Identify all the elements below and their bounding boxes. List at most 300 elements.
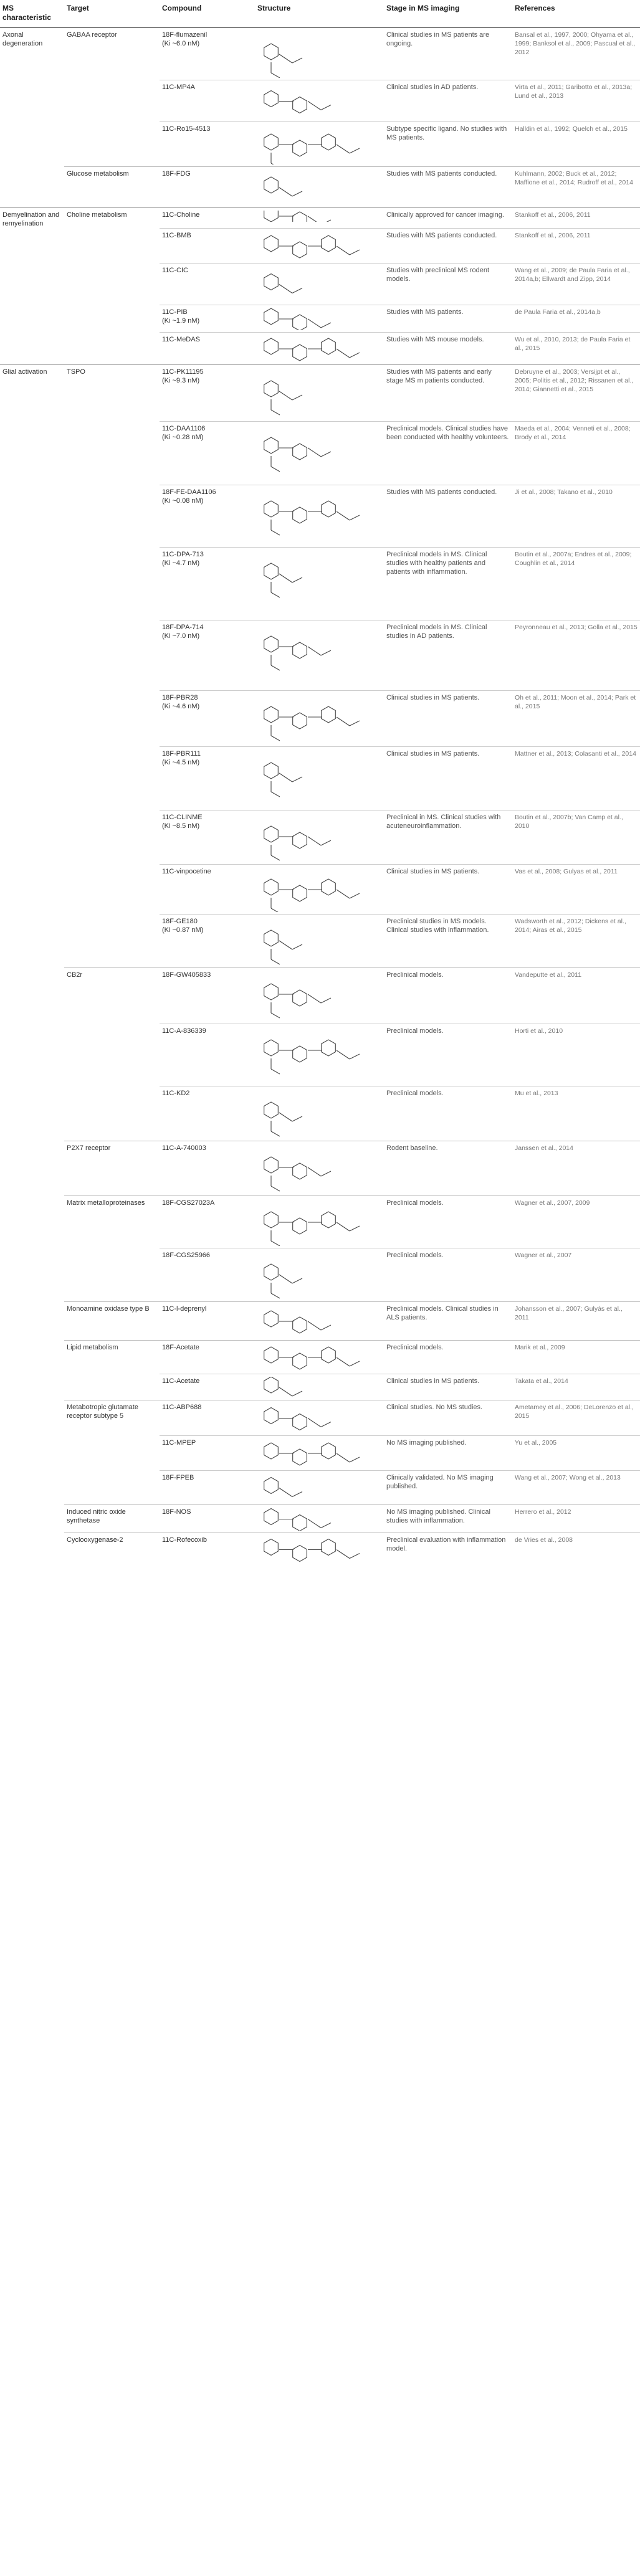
header-structure: Structure: [255, 0, 384, 28]
ms-characteristic-cell: [0, 228, 64, 263]
table-row: [0, 547, 640, 620]
compound-cell: [160, 208, 255, 229]
fe-daa1106-structure-icon: [257, 488, 376, 545]
stage-cell: Studies with MS patients.: [384, 305, 512, 332]
choline-structure-icon: [257, 211, 376, 222]
compound-ki: (Ki ~0.87 nM): [162, 926, 204, 934]
structure-cell: [255, 1470, 384, 1504]
references-cell: Vas et al., 2008; Gulyas et al., 2011: [512, 864, 640, 914]
compound-name: 18F-flumazenil: [162, 31, 208, 39]
structure-cell: [255, 1400, 384, 1435]
ms-characteristic-cell: [0, 547, 64, 620]
ms-characteristic-cell: [0, 1470, 64, 1504]
stage-cell: Preclinical models in MS. Clinical studies with healthy patients and patients with inflammation.: [384, 547, 512, 620]
structure-cell: [255, 1024, 384, 1086]
nos-structure-icon: [257, 1508, 376, 1531]
table-row: [0, 1195, 640, 1248]
references-cell: Vandeputte et al., 2011: [512, 967, 640, 1024]
target-cell: Metabotropic glutamate receptor subtype 5: [64, 1400, 160, 1435]
target-cell: [64, 810, 160, 864]
table-row: [0, 364, 640, 421]
compound-name: 11C-PK11195: [162, 368, 204, 376]
target-cell: [64, 421, 160, 485]
compound-cell: [160, 1533, 255, 1566]
references-cell: Stankoff et al., 2006, 2011: [512, 228, 640, 263]
table-row: [0, 810, 640, 864]
compound-name: 18F-PBR28: [162, 693, 198, 701]
compound-name: 18F-FDG: [162, 170, 191, 178]
ms-characteristic-cell: [0, 1141, 64, 1195]
compound-cell: [160, 1301, 255, 1340]
stage-cell: Clinical studies. No MS studies.: [384, 1400, 512, 1435]
table-row: [0, 1435, 640, 1470]
compound-cell: [160, 620, 255, 690]
references-cell: Stankoff et al., 2006, 2011: [512, 208, 640, 229]
compound-name: 11C-Acetate: [162, 1377, 200, 1385]
target-cell: [64, 122, 160, 167]
compound-ki: (Ki ~4.7 nM): [162, 559, 200, 567]
ms-characteristic-cell: Glial activation: [0, 364, 64, 421]
references-cell: Wagner et al., 2007: [512, 1248, 640, 1301]
compound-cell: [160, 122, 255, 167]
stage-cell: Clinically approved for cancer imaging.: [384, 208, 512, 229]
table-row: [0, 1504, 640, 1533]
table-row: [0, 485, 640, 547]
stage-cell: Preclinical evaluation with inflammation model.: [384, 1533, 512, 1566]
stage-cell: Studies with MS patients conducted.: [384, 167, 512, 208]
header-ms-characteristic: MS characteristic: [0, 0, 64, 28]
ms-characteristic-cell: [0, 864, 64, 914]
stage-cell: Clinical studies in MS patients.: [384, 746, 512, 810]
ms-characteristic-cell: [0, 263, 64, 305]
references-cell: Takata et al., 2014: [512, 1374, 640, 1400]
target-cell: CB2r: [64, 967, 160, 1024]
stage-cell: Studies with preclinical MS rodent models.: [384, 263, 512, 305]
references-cell: Janssen et al., 2014: [512, 1141, 640, 1195]
target-cell: [64, 864, 160, 914]
structure-cell: [255, 967, 384, 1024]
structure-cell: [255, 485, 384, 547]
kd2-structure-icon: [257, 1089, 376, 1139]
references-cell: Mu et al., 2013: [512, 1086, 640, 1141]
table-row: [0, 864, 640, 914]
table-row: [0, 228, 640, 263]
stage-cell: Preclinical studies in MS models. Clinical studies with inflammation.: [384, 914, 512, 967]
fdg-structure-icon: [257, 169, 376, 206]
references-cell: Bansal et al., 1997, 2000; Ohyama et al., 1999; Banksol et al., 2009; Pascual et al., 2012: [515, 31, 636, 56]
target-cell: [64, 332, 160, 364]
structure-cell: [255, 1301, 384, 1340]
c-acetate-structure-icon: [257, 1377, 376, 1398]
ms-characteristic-cell: [0, 1086, 64, 1141]
structure-cell: [255, 332, 384, 364]
mp4a-structure-icon: [257, 83, 376, 120]
references-cell: Herrero et al., 2012: [512, 1504, 640, 1533]
references-cell: Wang et al., 2009; de Paula Faria et al., 2014a,b; Ellwardt and Zipp, 2014: [512, 263, 640, 305]
target-cell: Lipid metabolism: [64, 1340, 160, 1374]
structure-cell: [255, 746, 384, 810]
medas-structure-icon: [257, 335, 376, 363]
ms-characteristic-cell: [0, 914, 64, 967]
compound-name: 11C-CIC: [162, 266, 188, 274]
references-cell: Boutin et al., 2007b; Van Camp et al., 2010: [512, 810, 640, 864]
table-row: [0, 620, 640, 690]
structure-cell: [255, 208, 384, 229]
stage-cell: Clinical studies in MS patients.: [384, 690, 512, 746]
target-cell: [64, 228, 160, 263]
daa1106-structure-icon: [257, 424, 376, 483]
a836339-structure-icon: [257, 1027, 376, 1084]
stage-cell: Preclinical models. Clinical studies have been conducted with healthy volunteers.: [384, 421, 512, 485]
target-cell: [64, 620, 160, 690]
compound-name: 11C-ABP688: [162, 1403, 202, 1411]
ms-characteristic-cell: [0, 1301, 64, 1340]
target-cell: Monoamine oxidase type B: [64, 1301, 160, 1340]
compound-name: 18F-CGS27023A: [162, 1199, 215, 1207]
compound-name: 18F-CGS25966: [162, 1251, 211, 1259]
stage-cell: Preclinical models.: [384, 1086, 512, 1141]
compound-cell: [160, 690, 255, 746]
references-cell: Wadsworth et al., 2012; Dickens et al., 2014; Airas et al., 2015: [512, 914, 640, 967]
stage-cell: Preclinical in MS. Clinical studies with acuteneuroinflammation.: [384, 810, 512, 864]
references-cell: Mattner et al., 2013; Colasanti et al., 2014: [512, 746, 640, 810]
stage-cell: Preclinical models.: [384, 1195, 512, 1248]
compound-name: 18F-PBR111: [162, 749, 201, 758]
ms-characteristic-cell: [0, 1248, 64, 1301]
pib-structure-icon: [257, 308, 376, 330]
compound-cell: [160, 1086, 255, 1141]
structure-cell: [255, 364, 384, 421]
compound-name: 11C-Choline: [162, 211, 200, 219]
ms-characteristic-cell: [0, 1024, 64, 1086]
structure-cell: [255, 914, 384, 967]
table-row: [0, 80, 640, 122]
compound-ki: (Ki ~8.5 nM): [162, 822, 200, 830]
references-cell: Virta et al., 2011; Garibotto et al., 2013a; Lund et al., 2013: [512, 80, 640, 122]
references-cell: Horti et al., 2010: [512, 1024, 640, 1086]
target-cell: [64, 1024, 160, 1086]
stage-cell: Clinical studies in AD patients.: [384, 80, 512, 122]
stage-cell: No MS imaging published.: [384, 1435, 512, 1470]
target-cell: [64, 1374, 160, 1400]
flumazenil-structure-icon: [257, 31, 376, 78]
compound-cell: [160, 746, 255, 810]
gw405833-structure-icon: [257, 971, 376, 1022]
table-row: [0, 167, 640, 208]
stage-cell: Preclinical models.: [384, 967, 512, 1024]
compound-cell: [160, 547, 255, 620]
compound-name: 18F-GE180: [162, 917, 198, 925]
header-stage: Stage in MS imaging: [384, 0, 512, 28]
ms-characteristic-cell: [0, 1435, 64, 1470]
structure-cell: [255, 1141, 384, 1195]
compound-cell: [160, 810, 255, 864]
ms-characteristic-cell: [0, 1340, 64, 1374]
compound-name: 18F-GW405833: [162, 971, 211, 979]
stage-cell: Studies with MS patients conducted.: [384, 228, 512, 263]
cic-structure-icon: [257, 266, 376, 303]
structure-cell: [255, 1533, 384, 1566]
compound-cell: [160, 364, 255, 421]
stage-cell: Preclinical models in MS. Clinical studies in AD patients.: [384, 620, 512, 690]
compound-ki: (Ki ~7.0 nM): [162, 632, 200, 640]
references-cell: Marik et al., 2009: [512, 1340, 640, 1374]
compound-cell: [160, 167, 255, 208]
ms-characteristic-cell: [0, 1504, 64, 1533]
ms-characteristic-cell: [0, 1533, 64, 1566]
table-row: [0, 1340, 640, 1374]
target-cell: [64, 305, 160, 332]
target-cell: [64, 1086, 160, 1141]
structure-cell: [255, 620, 384, 690]
compound-cell: [160, 1141, 255, 1195]
ms-characteristic-cell: [0, 1400, 64, 1435]
dpa713-structure-icon: [257, 550, 376, 618]
target-cell: Induced nitric oxide synthetase: [64, 1504, 160, 1533]
deprenyl-structure-icon: [257, 1305, 376, 1338]
structure-cell: [255, 1504, 384, 1533]
table-row: [0, 967, 640, 1024]
compound-name: 11C-KD2: [162, 1089, 190, 1097]
table-row: [0, 690, 640, 746]
table-row: [0, 1141, 640, 1195]
ms-characteristic-cell: [0, 1195, 64, 1248]
structure-cell: [255, 28, 384, 80]
references-cell: Peyronneau et al., 2013; Golla et al., 2015: [512, 620, 640, 690]
target-cell: [64, 1435, 160, 1470]
stage-cell: Subtype specific ligand. No studies with MS patients.: [384, 122, 512, 167]
structure-cell: [255, 1248, 384, 1301]
references-cell: Maeda et al., 2004; Venneti et al., 2008; Brody et al., 2014: [512, 421, 640, 485]
stage-cell: Preclinical models.: [384, 1024, 512, 1086]
compound-name: 11C-Rofecoxib: [162, 1536, 207, 1544]
pk11195-structure-icon: [257, 368, 376, 419]
structure-cell: [255, 810, 384, 864]
compound-name: 11C-BMB: [162, 231, 191, 239]
compound-name: 11C-MP4A: [162, 83, 195, 91]
table-row: [0, 1533, 640, 1566]
references-cell: Oh et al., 2011; Moon et al., 2014; Park et al., 2015: [512, 690, 640, 746]
compound-name: 11C-Ro15-4513: [162, 125, 211, 133]
ms-characteristic-cell: Axonal degeneration: [2, 31, 43, 47]
compound-cell: [160, 28, 255, 80]
target-cell: Choline metabolism: [64, 208, 160, 229]
header-target: Target: [64, 0, 160, 28]
target-cell: [64, 485, 160, 547]
ms-characteristic-cell: [0, 122, 64, 167]
compound-ki: (Ki ~4.6 nM): [162, 702, 200, 710]
target-cell: [64, 690, 160, 746]
compound-name: 18F-NOS: [162, 1508, 191, 1516]
structure-cell: [255, 122, 384, 167]
structure-cell: [255, 80, 384, 122]
table-row: [0, 1374, 640, 1400]
compound-cell: [160, 1024, 255, 1086]
compound-ki: (Ki ~1.9 nM): [162, 316, 200, 325]
ms-characteristic-cell: [0, 620, 64, 690]
stage-cell: Studies with MS patients conducted.: [384, 485, 512, 547]
references-cell: Ametamey et al., 2006; DeLorenzo et al., 2015: [512, 1400, 640, 1435]
stage-cell: Clinical studies in MS patients.: [384, 1374, 512, 1400]
compound-cell: [160, 1504, 255, 1533]
fpeb-structure-icon: [257, 1473, 376, 1503]
target-cell: [64, 1248, 160, 1301]
compound-cell: [160, 914, 255, 967]
stage-cell: Preclinical models. Clinical studies in ALS patients.: [384, 1301, 512, 1340]
a740003-structure-icon: [257, 1144, 376, 1194]
compound-cell: [160, 80, 255, 122]
compound-cell: [160, 228, 255, 263]
target-cell: [64, 263, 160, 305]
compound-cell: [160, 1195, 255, 1248]
compound-name: 11C-MPEP: [162, 1438, 196, 1447]
table-row: [0, 332, 640, 364]
ms-characteristic-cell: [0, 967, 64, 1024]
compound-name: 11C-CLINME: [162, 813, 203, 821]
header-references: References: [512, 0, 640, 28]
compound-cell: [160, 1340, 255, 1374]
ms-characteristic-cell: [0, 421, 64, 485]
compound-ki: (Ki ~0.28 nM): [162, 433, 204, 441]
stage-cell: Rodent baseline.: [384, 1141, 512, 1195]
bmb-structure-icon: [257, 231, 376, 261]
compound-ki: (Ki ~9.3 nM): [162, 376, 200, 384]
compound-cell: [160, 1470, 255, 1504]
table-row: [0, 28, 640, 80]
target-cell: P2X7 receptor: [64, 1141, 160, 1195]
ms-characteristic-cell: [0, 746, 64, 810]
mpep-structure-icon: [257, 1438, 376, 1468]
cgs25966-structure-icon: [257, 1251, 376, 1300]
target-cell: Matrix metalloproteinases: [64, 1195, 160, 1248]
compound-cell: [160, 967, 255, 1024]
structure-cell: [255, 1435, 384, 1470]
structure-cell: [255, 167, 384, 208]
f-acetate-structure-icon: [257, 1343, 376, 1372]
references-cell: de Paula Faria et al., 2014a,b: [512, 305, 640, 332]
stage-cell: Clinical studies in MS patients are ongoing.: [386, 31, 490, 47]
compound-cell: [160, 864, 255, 914]
ro15-4513-structure-icon: [257, 125, 376, 164]
table-header-row: [0, 0, 640, 28]
table-row: [0, 1470, 640, 1504]
compound-cell: [160, 1400, 255, 1435]
references-cell: Halldin et al., 1992; Quelch et al., 2015: [512, 122, 640, 167]
structure-cell: [255, 1086, 384, 1141]
ms-characteristic-cell: [0, 810, 64, 864]
structure-cell: [255, 421, 384, 485]
ms-characteristic-cell: Demyelination and remyelination: [0, 208, 64, 229]
table-row: [0, 746, 640, 810]
stage-cell: Studies with MS mouse models.: [384, 332, 512, 364]
compound-name: 11C-DAA1106: [162, 424, 206, 432]
references-cell: Debruyne et al., 2003; Versijpt et al., 2005; Politis et al., 2012; Rissanen et al., 2014; Giannetti et al., 2015: [512, 364, 640, 421]
compound-name: 11C-A-836339: [162, 1027, 206, 1035]
compound-name: 18F-DPA-714: [162, 623, 204, 631]
ms-characteristic-cell: [0, 80, 64, 122]
table-row: [0, 1086, 640, 1141]
stage-cell: Preclinical models.: [384, 1340, 512, 1374]
structure-cell: [255, 1340, 384, 1374]
compound-cell: [160, 1435, 255, 1470]
rofecoxib-structure-icon: [257, 1536, 376, 1564]
compound-cell: [160, 332, 255, 364]
compound-cell: [160, 421, 255, 485]
table-row: [0, 914, 640, 967]
target-cell: [64, 1470, 160, 1504]
target-cell: [64, 746, 160, 810]
target-cell: [64, 80, 160, 122]
abp688-structure-icon: [257, 1403, 376, 1433]
references-cell: Kuhlmann, 2002; Buck et al., 2012; Maffione et al., 2014; Rudroff et al., 2014: [512, 167, 640, 208]
target-cell: [64, 914, 160, 967]
table-row: [0, 208, 640, 229]
structure-cell: [255, 1374, 384, 1400]
compound-name: 11C-MeDAS: [162, 335, 200, 343]
vinpocetine-structure-icon: [257, 867, 376, 912]
compound-cell: [160, 305, 255, 332]
compound-name: 18F-Acetate: [162, 1343, 199, 1351]
compound-name: 18F-FPEB: [162, 1473, 194, 1481]
table-row: [0, 1301, 640, 1340]
table-row: [0, 1248, 640, 1301]
compound-ki: (Ki ~0.08 nM): [162, 497, 204, 505]
references-cell: Wu et al., 2010, 2013; de Paula Faria et al., 2015: [512, 332, 640, 364]
table-row: [0, 421, 640, 485]
target-cell: Glucose metabolism: [64, 167, 160, 208]
ms-characteristic-cell: [0, 305, 64, 332]
compound-cell: [160, 1248, 255, 1301]
compound-cell: [160, 263, 255, 305]
structure-cell: [255, 1195, 384, 1248]
pbr111-structure-icon: [257, 749, 376, 808]
references-cell: Johansson et al., 2007; Gulyás et al., 2011: [512, 1301, 640, 1340]
compound-name: 11C-vinpocetine: [162, 867, 211, 875]
compound-ki: (Ki ~4.5 nM): [162, 758, 200, 766]
compound-ki: (Ki ~6.0 nM): [162, 40, 200, 47]
dpa714-structure-icon: [257, 623, 376, 688]
references-cell: de Vries et al., 2008: [512, 1533, 640, 1566]
stage-cell: Clinical studies in MS patients.: [384, 864, 512, 914]
compound-name: 11C-A-740003: [162, 1144, 206, 1152]
ms-characteristic-cell: [0, 1374, 64, 1400]
structure-cell: [255, 864, 384, 914]
ms-characteristic-cell: [0, 167, 64, 208]
clinme-structure-icon: [257, 813, 376, 862]
structure-cell: [255, 547, 384, 620]
compound-name: 11C-DPA-713: [162, 550, 204, 558]
compound-cell: [160, 1374, 255, 1400]
compound-name: 18F-FE-DAA1106: [162, 488, 216, 496]
references-cell: Ji et al., 2008; Takano et al., 2010: [512, 485, 640, 547]
table-row: [0, 1400, 640, 1435]
cgs27023a-structure-icon: [257, 1199, 376, 1246]
stage-cell: Preclinical models.: [384, 1248, 512, 1301]
compound-cell: [160, 485, 255, 547]
references-cell: Wang et al., 2007; Wong et al., 2013: [512, 1470, 640, 1504]
stage-cell: No MS imaging published. Clinical studies with inflammation.: [384, 1504, 512, 1533]
ms-characteristic-cell: [0, 332, 64, 364]
references-cell: Wagner et al., 2007, 2009: [512, 1195, 640, 1248]
structure-cell: [255, 263, 384, 305]
table-row: [0, 122, 640, 167]
compound-name: 11C-PIB: [162, 308, 188, 316]
ms-characteristic-cell: [0, 690, 64, 746]
structure-cell: [255, 690, 384, 746]
target-cell: GABAA receptor: [67, 31, 117, 39]
table-row: [0, 1024, 640, 1086]
compound-name: 11C-l-deprenyl: [162, 1305, 207, 1313]
